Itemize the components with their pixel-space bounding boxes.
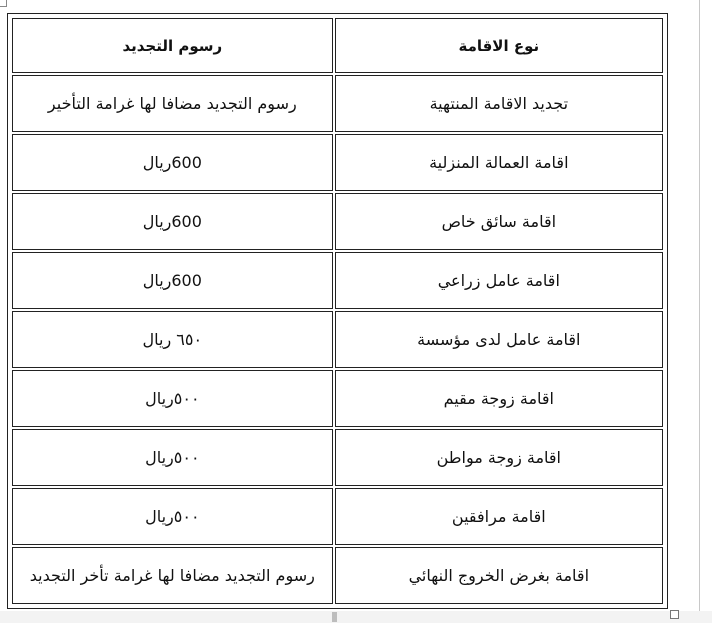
header-renewal-fee: رسوم التجديد: [12, 18, 333, 73]
renewal-fee-cell: ٦٥٠ ريال: [12, 311, 333, 368]
horizontal-scrollbar[interactable]: [0, 611, 712, 623]
renewal-fee-cell: 600ريال: [12, 193, 333, 250]
residency-fees-table-frame: [7, 13, 668, 609]
residence-type-cell: اقامة عامل زراعي: [335, 252, 663, 309]
table-row: [12, 547, 663, 604]
residence-type-cell: اقامة مرافقين: [335, 488, 663, 545]
renewal-fee-cell: 600ريال: [12, 134, 333, 191]
residence-type-cell: اقامة بغرض الخروج النهائي: [335, 547, 663, 604]
renewal-fee-cell: ٥٠٠ريال: [12, 429, 333, 486]
renewal-fee-cell: رسوم التجديد مضافا لها غرامة تأخر التجديد: [12, 547, 333, 604]
renewal-fee-cell: ٥٠٠ريال: [12, 488, 333, 545]
table-header-row: [12, 18, 663, 73]
renewal-fee-cell: رسوم التجديد مضافا لها غرامة التأخير: [12, 75, 333, 132]
table-row: [12, 134, 663, 191]
residency-fees-table: [10, 16, 665, 606]
table-row: [12, 311, 663, 368]
page-right-edge-rule: [699, 0, 700, 623]
table-row: [12, 193, 663, 250]
table-resize-handle[interactable]: [670, 610, 679, 619]
table-row: [12, 370, 663, 427]
table-row: [12, 252, 663, 309]
residence-type-cell: اقامة زوجة مقيم: [335, 370, 663, 427]
residence-type-cell: اقامة زوجة مواطن: [335, 429, 663, 486]
scrollbar-thumb[interactable]: [332, 612, 337, 622]
renewal-fee-cell: 600ريال: [12, 252, 333, 309]
renewal-fee-cell: ٥٠٠ريال: [12, 370, 333, 427]
residence-type-cell: اقامة العمالة المنزلية: [335, 134, 663, 191]
header-residence-type: نوع الاقامة: [335, 18, 663, 73]
table-row: [12, 75, 663, 132]
page-corner-mark: [0, 0, 7, 7]
table-row: [12, 488, 663, 545]
residence-type-cell: تجديد الاقامة المنتهية: [335, 75, 663, 132]
residence-type-cell: اقامة سائق خاص: [335, 193, 663, 250]
residence-type-cell: اقامة عامل لدى مؤسسة: [335, 311, 663, 368]
table-row: [12, 429, 663, 486]
